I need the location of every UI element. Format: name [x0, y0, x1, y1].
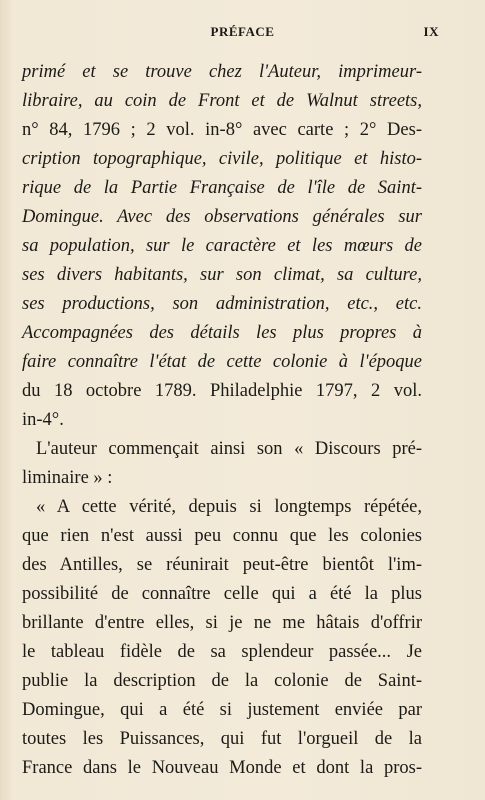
text-line: ses divers habitants, sur son climat, sa culture, [22, 265, 422, 285]
text-line: Domingue. Avec des observations générales sur [22, 207, 422, 227]
page-number: IX [423, 24, 439, 39]
text-line: des Antilles, se réunirait peut-être bientôt l'im- [22, 555, 422, 575]
running-head: PRÉFACE [210, 24, 275, 39]
text-line: sa population, sur le caractère et les mœurs de [22, 236, 422, 256]
text-line: « A cette vérité, depuis si longtemps répétée, [36, 497, 422, 517]
text-line: publie la description de la colonie de Saint- [22, 671, 422, 691]
text-line: n° 84, 1796 ; 2 vol. in-8° avec carte ; 2° Des- [22, 120, 422, 140]
text-line: libraire, au coin de Front et de Walnut streets, [22, 91, 422, 111]
page-header [0, 22, 485, 42]
text-line: liminaire » : [22, 468, 113, 488]
text-line: du 18 octobre 1789. Philadelphie 1797, 2 vol. [22, 381, 422, 401]
text-line: que rien n'est aussi peu connu que les colonies [22, 526, 422, 546]
text-line: possibilité de connaître celle qui a été la plus [22, 584, 422, 604]
text-line: faire connaître l'état de cette colonie à l'époque [22, 352, 422, 372]
text-line: primé et se trouve chez l'Auteur, imprimeur- [22, 62, 422, 82]
text-line: L'auteur commençait ainsi son « Discours pré- [36, 439, 422, 459]
body-text [22, 58, 422, 783]
text-line: France dans le Nouveau Monde et dont la pros- [22, 758, 422, 778]
text-line: rique de la Partie Française de l'île de Saint- [22, 178, 422, 198]
text-line: toutes les Puissances, qui fut l'orgueil de la [22, 729, 422, 749]
text-line: le tableau fidèle de sa splendeur passée... Je [22, 642, 422, 662]
text-line: Domingue, qui a été si justement enviée par [22, 700, 422, 720]
text-line: in-4°. [22, 410, 64, 430]
text-line: cription topographique, civile, politique et histo- [22, 149, 422, 169]
text-line: Accompagnées des détails les plus propres à [22, 323, 422, 343]
text-line: ses productions, son administration, etc., etc. [22, 294, 422, 314]
text-line: brillante d'entre elles, si je ne me hâtais d'offrir [22, 613, 422, 633]
